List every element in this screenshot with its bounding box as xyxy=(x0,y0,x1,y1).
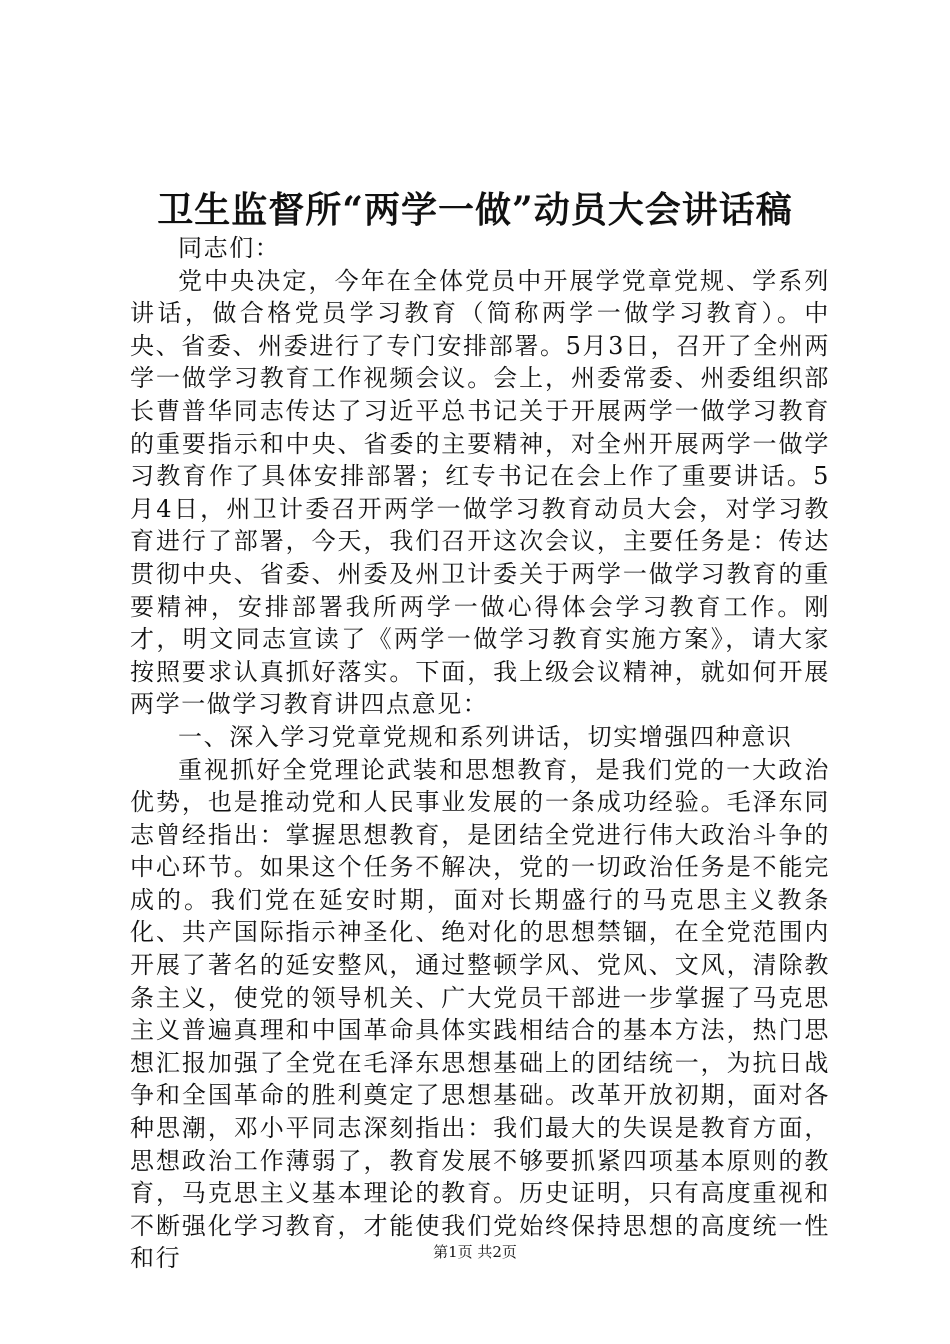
section-heading: 一、深入学习党章党规和系列讲话，切实增强四种意识 xyxy=(178,722,793,751)
body-paragraph: 重视抓好全党理论武装和思想教育，是我们党的一大政治优势，也是推动党和人民事业发展的一条成功经验。毛泽东同志曾经指出：掌握思想教育，是团结全党进行伟大政治斗争的中心环节。如果这个任务不解决，党的一切政治任务是不能完成的。我们党在延安时期，面对长期盛行的马克思主义教条化、共产国际指示神圣化、绝对化的思想禁锢，在全党范围内开展了著名的延安整风，通过整顿学风、党风、文风，清除教条主义，使党的领导机关、广大党员干部进一步掌握了马克思主义普遍真理和中国革命具体实践相结合的基本方法，热门思想汇报加强了全党在毛泽东思想基础上的团结统一，为抗日战争和全国革命的胜利奠定了思想基础。改革开放初期，面对各种思潮，邓小平同志深刻指出：我们最大的失误是教育方面，思想政治工作薄弱了，教育发展不够要抓紧四项基本原则的教育，马克思主义基本理论的教育。历史证明，只有高度重视和不断强化学习教育，才能使我们党始终保持思想的高度统一性和行 xyxy=(130,755,830,1273)
intro-paragraph: 党中央决定，今年在全体党员中开展学党章党规、学系列讲话，做合格党员学习教育（简称两学一做学习教育）。中央、省委、州委进行了专门安排部署。5月3日，召开了全州两学一做学习教育工作视频会议。会上，州委常委、州委组织部长曹普华同志传达了习近平总书记关于开展两学一做学习教育的重要指示和中央、省委的主要精神，对全州开展两学一做学习教育作了具体安排部署；红专书记在会上作了重要讲话。5月4日，州卫计委召开两学一做学习教育动员大会，对学习教育进行了部署，今天，我们召开这次会议，主要任务是：传达贯彻中央、省委、州委及州卫计委关于两学一做学习教育的重要精神，安排部署我所两学一做心得体会学习教育工作。刚才，明文同志宣读了《两学一做学习教育实施方案》，请大家按照要求认真抓好落实。下面，我上级会议精神，就如何开展两学一做学习教育讲四点意见： xyxy=(130,266,830,719)
salutation-paragraph: 同志们： xyxy=(178,234,281,262)
document-body xyxy=(130,232,830,1275)
page-footer: 第1页 共2页 xyxy=(433,1243,517,1261)
document-title: 卫生监督所“两学一做”动员大会讲话稿 xyxy=(157,189,793,231)
